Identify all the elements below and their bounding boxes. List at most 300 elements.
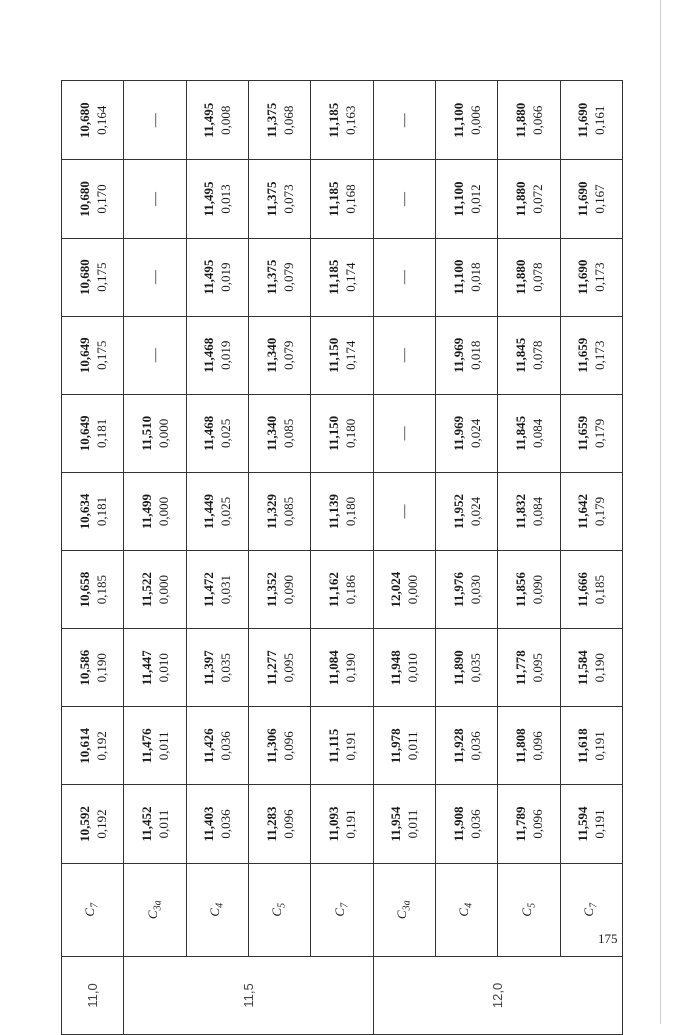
curve-letter: C — [394, 910, 409, 920]
cell-value: 11,659 — [575, 337, 591, 373]
table-cell — [62, 394, 124, 472]
table-cell — [186, 81, 248, 160]
curve-letter: C — [82, 907, 98, 917]
cell-value: 11,150 — [325, 415, 341, 451]
cell-deviation: 0,036 — [467, 731, 483, 761]
table-cell — [62, 551, 124, 629]
cell-value: 11,397 — [201, 650, 217, 686]
table-cell — [311, 316, 373, 394]
cell-deviation: 0,078 — [529, 262, 545, 292]
cell-value: 11,690 — [575, 181, 591, 217]
curve-label — [124, 863, 186, 956]
table-cell — [498, 551, 560, 629]
table-cell — [311, 238, 373, 316]
cell-deviation: 0,167 — [592, 184, 608, 214]
cell-value: 11,100 — [450, 181, 466, 217]
table-cell — [248, 394, 310, 472]
cell-value: 10,680 — [76, 102, 92, 139]
empty-dash: — — [397, 426, 413, 441]
table-cell — [498, 238, 560, 316]
data-table — [61, 80, 623, 1035]
table-cell — [311, 785, 373, 863]
cell-deviation: 0,079 — [280, 340, 296, 370]
cell-value: 11,845 — [512, 415, 528, 451]
cell-deviation: 0,174 — [342, 340, 358, 370]
cell-deviation: 0,192 — [93, 731, 109, 761]
cell-value: 11,340 — [263, 337, 279, 373]
cell-value: 11,618 — [575, 728, 591, 764]
cell-value: 11,468 — [201, 337, 217, 373]
cell-deviation: 0,011 — [155, 731, 171, 761]
table-cell — [435, 707, 497, 785]
curve-letter: C — [581, 907, 597, 917]
cell-value: 10,680 — [76, 259, 92, 296]
cell-value: 11,449 — [201, 494, 217, 530]
cell-value: 10,614 — [76, 728, 92, 764]
cell-value: 11,093 — [325, 806, 341, 842]
table-cell — [248, 785, 310, 863]
table-cell — [62, 472, 124, 550]
table-cell — [248, 160, 310, 238]
table-cell — [498, 707, 560, 785]
cell-value: 11,100 — [450, 259, 466, 295]
table-cell — [248, 551, 310, 629]
table-cell — [560, 160, 622, 238]
cell-value: 12,024 — [388, 571, 404, 608]
cell-deviation: 0,000 — [405, 575, 421, 605]
table-cell — [373, 472, 435, 550]
table-cell — [62, 238, 124, 316]
cell-deviation: 0,035 — [218, 653, 234, 683]
table-cell — [124, 707, 186, 785]
cell-value: 11,277 — [263, 650, 279, 686]
table-cell — [248, 316, 310, 394]
cell-value: 11,495 — [201, 181, 217, 217]
curve-subscript: 7 — [588, 902, 600, 908]
curve-letter: C — [331, 907, 347, 917]
cell-deviation: 0,180 — [342, 418, 358, 449]
cell-value: 10,592 — [76, 806, 92, 842]
table-cell — [498, 472, 560, 550]
table-row — [435, 81, 497, 1035]
table-cell — [311, 629, 373, 707]
cell-value: 11,880 — [512, 102, 528, 138]
table-cell — [435, 316, 497, 394]
cell-deviation: 0,179 — [592, 496, 608, 527]
curve-letter: C — [207, 907, 223, 917]
cell-deviation: 0,191 — [592, 809, 608, 839]
empty-dash: — — [147, 348, 163, 363]
cell-deviation: 0,190 — [342, 653, 358, 683]
table-cell — [62, 316, 124, 394]
curve-letter: C — [518, 907, 534, 917]
table-cell — [124, 81, 186, 160]
table-cell — [560, 551, 622, 629]
cell-value: 11,495 — [201, 259, 217, 295]
cell-deviation: 0,008 — [218, 105, 234, 135]
table-cell — [248, 707, 310, 785]
cell-value: 11,954 — [388, 806, 404, 842]
table-row — [248, 81, 310, 1035]
cell-value: 11,115 — [325, 728, 341, 764]
cell-deviation: 0,173 — [592, 262, 608, 292]
curve-label — [435, 863, 497, 956]
table-cell — [186, 472, 248, 550]
cell-value: 11,185 — [325, 102, 341, 138]
curve-subscript: 4 — [463, 902, 475, 908]
cell-value: 11,452 — [138, 806, 154, 842]
table-cell — [248, 472, 310, 550]
cell-value: 11,162 — [325, 572, 341, 608]
cell-deviation: 0,025 — [218, 496, 234, 527]
table-cell — [498, 629, 560, 707]
cell-deviation: 0,170 — [93, 184, 109, 214]
table-row — [124, 81, 186, 1035]
table-cell — [373, 160, 435, 238]
cell-deviation: 0,013 — [218, 184, 234, 214]
cell-value: 11,495 — [201, 102, 217, 138]
curve-subscript: 5 — [276, 902, 288, 908]
table-cell — [373, 238, 435, 316]
table-cell — [560, 629, 622, 707]
cell-value: 11,185 — [325, 181, 341, 217]
table-cell — [498, 394, 560, 472]
cell-value: 10,680 — [76, 181, 92, 217]
cell-value: 11,468 — [201, 415, 217, 451]
cell-deviation: 0,010 — [155, 653, 171, 683]
table-cell — [62, 785, 124, 863]
table-cell — [124, 238, 186, 316]
curve-subscript: 3a — [401, 900, 413, 911]
table-cell — [435, 81, 497, 160]
cell-deviation: 0,000 — [155, 575, 171, 605]
table-cell — [124, 551, 186, 629]
table-cell — [560, 472, 622, 550]
cell-deviation: 0,163 — [342, 105, 358, 135]
cell-value: 11,139 — [325, 494, 341, 530]
table-cell — [311, 394, 373, 472]
table-cell — [373, 551, 435, 629]
table-cell — [435, 160, 497, 238]
cell-value: 11,832 — [512, 494, 528, 530]
cell-deviation: 0,000 — [155, 418, 171, 449]
cell-value: 11,880 — [512, 181, 528, 217]
cell-value: 11,808 — [512, 728, 528, 764]
curve-letter: C — [144, 910, 160, 920]
table-cell — [186, 238, 248, 316]
table-cell — [373, 629, 435, 707]
empty-dash: — — [397, 504, 413, 519]
table-cell — [186, 394, 248, 472]
cell-deviation: 0,073 — [280, 184, 296, 214]
cell-value: 10,586 — [76, 649, 92, 686]
cell-deviation: 0,096 — [529, 731, 545, 761]
cell-deviation: 0,164 — [93, 105, 109, 135]
cell-deviation: 0,175 — [93, 262, 109, 292]
table-cell — [435, 551, 497, 629]
cell-deviation: 0,018 — [467, 262, 483, 292]
curve-letter: C — [269, 907, 285, 917]
curve-subscript: 4 — [214, 902, 226, 908]
table-row — [373, 81, 435, 1035]
group-t-value: 11,5 — [124, 956, 373, 1034]
cell-value: 11,375 — [263, 181, 279, 217]
curve-label — [311, 863, 373, 956]
curve-label — [62, 863, 124, 956]
cell-deviation: 0,175 — [93, 340, 109, 370]
cell-deviation: 0,096 — [529, 809, 545, 839]
cell-deviation: 0,079 — [280, 262, 296, 292]
cell-value: 10,649 — [76, 337, 92, 374]
cell-value: 11,642 — [575, 494, 591, 530]
cell-value: 11,908 — [450, 806, 466, 842]
curve-letter: C — [456, 907, 472, 917]
empty-dash: — — [147, 192, 163, 207]
table-cell — [373, 707, 435, 785]
cell-deviation: 0,011 — [155, 809, 171, 839]
cell-value: 11,472 — [201, 572, 217, 608]
cell-value: 11,928 — [450, 728, 466, 764]
cell-deviation: 0,190 — [592, 653, 608, 683]
table-cell — [373, 316, 435, 394]
table-cell — [124, 160, 186, 238]
table-cell — [311, 81, 373, 160]
table-cell — [311, 472, 373, 550]
cell-value: 11,594 — [575, 806, 591, 842]
cell-deviation: 0,012 — [467, 184, 483, 214]
cell-deviation: 0,096 — [280, 809, 296, 839]
cell-deviation: 0,186 — [342, 575, 358, 605]
cell-value: 11,283 — [263, 806, 279, 842]
cell-deviation: 0,068 — [280, 105, 296, 135]
cell-value: 11,969 — [450, 337, 466, 373]
table-cell — [311, 551, 373, 629]
table-row — [311, 81, 373, 1035]
table-cell — [435, 238, 497, 316]
cell-deviation: 0,181 — [93, 496, 109, 527]
cell-deviation: 0,090 — [529, 575, 545, 605]
table-body — [62, 81, 623, 1035]
table-cell — [62, 629, 124, 707]
table-cell — [311, 707, 373, 785]
cell-deviation: 0,084 — [529, 418, 545, 449]
cell-deviation: 0,000 — [155, 496, 171, 527]
cell-deviation: 0,011 — [405, 809, 421, 839]
cell-deviation: 0,095 — [280, 653, 296, 683]
cell-deviation: 0,011 — [405, 731, 421, 761]
cell-deviation: 0,192 — [93, 809, 109, 839]
cell-value: 11,856 — [512, 572, 528, 608]
table-cell — [186, 316, 248, 394]
table-row — [62, 81, 124, 1035]
cell-value: 11,969 — [450, 415, 466, 451]
table-cell — [373, 394, 435, 472]
cell-deviation: 0,018 — [467, 340, 483, 370]
table-cell — [560, 707, 622, 785]
cell-value: 10,649 — [76, 415, 92, 452]
cell-deviation: 0,084 — [529, 496, 545, 527]
cell-value: 11,100 — [450, 102, 466, 138]
table-cell — [124, 316, 186, 394]
cell-value: 11,185 — [325, 259, 341, 295]
cell-value: 11,778 — [512, 650, 528, 686]
cell-value: 11,890 — [450, 650, 466, 686]
cell-deviation: 0,180 — [342, 496, 358, 527]
cell-value: 11,375 — [263, 259, 279, 295]
curve-subscript: 7 — [339, 902, 351, 908]
curve-label — [186, 863, 248, 956]
table-cell — [186, 785, 248, 863]
cell-deviation: 0,090 — [280, 575, 296, 605]
cell-deviation: 0,036 — [467, 809, 483, 839]
table-cell — [373, 81, 435, 160]
cell-value: 11,426 — [201, 728, 217, 764]
empty-dash: — — [397, 270, 413, 285]
cell-deviation: 0,036 — [218, 809, 234, 839]
curve-label — [373, 863, 435, 956]
table-cell — [124, 394, 186, 472]
empty-dash: — — [397, 348, 413, 363]
cell-deviation: 0,078 — [529, 340, 545, 370]
table-cell — [560, 785, 622, 863]
cell-deviation: 0,168 — [342, 184, 358, 214]
cell-deviation: 0,191 — [342, 809, 358, 839]
curve-subscript: 7 — [89, 902, 101, 908]
table-row — [560, 81, 622, 1035]
cell-deviation: 0,191 — [592, 731, 608, 761]
table-cell — [435, 785, 497, 863]
table-cell — [498, 785, 560, 863]
cell-value: 11,666 — [575, 572, 591, 608]
table-cell — [124, 629, 186, 707]
table-cell — [498, 316, 560, 394]
table-cell — [560, 238, 622, 316]
cell-value: 11,690 — [575, 102, 591, 138]
cell-value: 11,499 — [138, 494, 154, 530]
cell-value: 10,658 — [76, 571, 92, 608]
page-edge — [660, 0, 661, 1024]
cell-deviation: 0,179 — [592, 418, 608, 449]
cell-deviation: 0,174 — [342, 262, 358, 292]
cell-value: 11,084 — [325, 650, 341, 686]
cell-value: 11,403 — [201, 806, 217, 842]
cell-deviation: 0,161 — [592, 105, 608, 135]
table-cell — [498, 160, 560, 238]
cell-deviation: 0,036 — [218, 731, 234, 761]
table-cell — [311, 160, 373, 238]
empty-dash: — — [147, 113, 163, 128]
cell-value: 11,880 — [512, 259, 528, 295]
cell-deviation: 0,006 — [467, 105, 483, 135]
cell-value: 11,976 — [450, 572, 466, 608]
table-cell — [124, 785, 186, 863]
table-row — [498, 81, 560, 1035]
table-cell — [498, 81, 560, 160]
cell-value: 11,150 — [325, 337, 341, 373]
cell-deviation: 0,085 — [280, 496, 296, 527]
table-cell — [560, 81, 622, 160]
cell-deviation: 0,031 — [218, 575, 234, 605]
cell-deviation: 0,181 — [93, 418, 109, 449]
table-cell — [560, 394, 622, 472]
table-cell — [186, 707, 248, 785]
curve-subscript: 5 — [526, 902, 538, 908]
curve-subscript: 3a — [152, 900, 164, 911]
cell-deviation: 0,019 — [218, 340, 234, 370]
cell-value: 11,948 — [388, 650, 404, 686]
cell-value: 11,789 — [512, 806, 528, 842]
empty-dash: — — [147, 270, 163, 285]
empty-dash: — — [397, 113, 413, 128]
table-cell — [124, 472, 186, 550]
cell-value: 11,978 — [388, 728, 404, 764]
cell-deviation: 0,173 — [592, 340, 608, 370]
table-cell — [62, 160, 124, 238]
cell-deviation: 0,191 — [342, 731, 358, 761]
cell-value: 11,340 — [263, 415, 279, 451]
table-cell — [435, 472, 497, 550]
cell-value: 10,634 — [76, 493, 92, 530]
group-t-value: 12,0 — [373, 956, 622, 1034]
table-cell — [186, 551, 248, 629]
cell-value: 11,352 — [263, 572, 279, 608]
cell-value: 11,329 — [263, 494, 279, 530]
page-number: 175 — [598, 931, 618, 946]
cell-deviation: 0,010 — [405, 653, 421, 683]
cell-deviation: 0,190 — [93, 653, 109, 683]
cell-value: 11,690 — [575, 259, 591, 295]
cell-deviation: 0,185 — [93, 575, 109, 605]
cell-deviation: 0,085 — [280, 418, 296, 449]
cell-value: 11,375 — [263, 102, 279, 138]
table-cell — [186, 160, 248, 238]
table-cell — [248, 629, 310, 707]
cell-value: 11,447 — [138, 650, 154, 686]
table-cell — [248, 81, 310, 160]
cell-deviation: 0,025 — [218, 418, 234, 449]
cell-value: 11,510 — [138, 415, 154, 451]
table-cell — [62, 81, 124, 160]
table-cell — [435, 394, 497, 472]
cell-deviation: 0,095 — [529, 653, 545, 683]
table-cell — [62, 707, 124, 785]
table-row — [186, 81, 248, 1035]
rotated-table-container — [61, 80, 623, 1035]
curve-label — [248, 863, 310, 956]
table-cell — [373, 785, 435, 863]
cell-deviation: 0,072 — [529, 184, 545, 214]
cell-value: 11,952 — [450, 494, 466, 530]
table-cell — [435, 629, 497, 707]
cell-value: 11,659 — [575, 415, 591, 451]
table-cell — [560, 316, 622, 394]
cell-value: 11,476 — [138, 728, 154, 764]
cell-value: 11,845 — [512, 337, 528, 373]
cell-deviation: 0,024 — [467, 496, 483, 527]
cell-value: 11,306 — [263, 728, 279, 764]
table-cell — [248, 238, 310, 316]
empty-dash: — — [397, 192, 413, 207]
table-cell — [186, 629, 248, 707]
curve-label — [498, 863, 560, 956]
cell-value: 11,584 — [575, 650, 591, 686]
cell-deviation: 0,019 — [218, 262, 234, 292]
cell-deviation: 0,066 — [529, 105, 545, 135]
cell-deviation: 0,030 — [467, 575, 483, 605]
cell-deviation: 0,185 — [592, 575, 608, 605]
group-t-value: 11,0 — [62, 956, 124, 1034]
cell-deviation: 0,024 — [467, 418, 483, 449]
